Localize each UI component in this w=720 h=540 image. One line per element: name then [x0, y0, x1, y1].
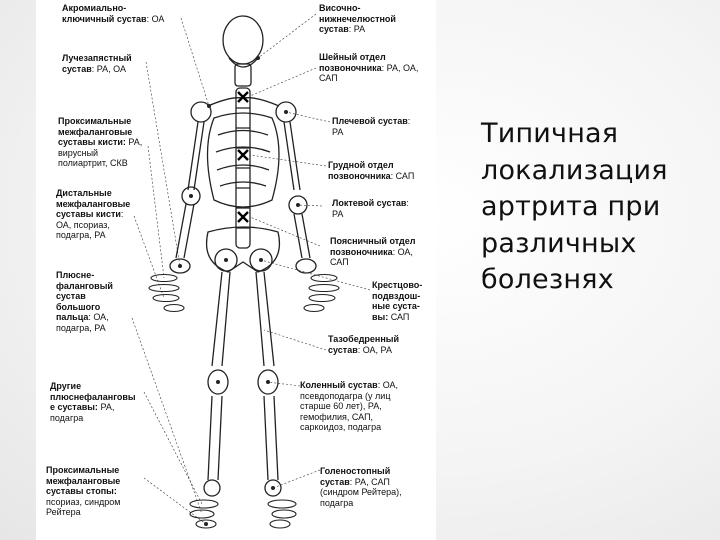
label-thoracic-spine: Грудной отдел позвоночника: САП	[328, 160, 415, 181]
label-wrist: Лучезапястный сустав: РА, ОА	[62, 53, 132, 74]
label-cervical-spine: Шейный отдел позвоночника: РА, ОА, САП	[319, 52, 419, 83]
label-foot-pip: Проксимальные межфаланговые суставы стопы: псориаз, синдром Рейтера	[46, 465, 121, 517]
label-hand-dip: Дистальные межфаланговые суставы кисти: ОА, псориаз, подагра, РА	[56, 188, 131, 240]
label-shoulder: Плечевой сустав: РА	[332, 116, 411, 137]
label-hip: Тазобедренный сустав: ОА, РА	[328, 334, 400, 355]
label-tmj: Височно- нижнечелюстной сустав: РА	[319, 3, 396, 34]
label-big-toe-mtp: Плюсне- фаланговый сустав большого пальца: ОА, подагра, РА	[56, 270, 113, 333]
skeleton-figure	[36, 0, 436, 540]
label-knee: Коленный сустав: ОА, псевдоподагра (у лиц старше 60 лет), РА, гемофилия, САП, саркоидоз, подагра	[300, 380, 399, 432]
label-lumbar-spine: Поясничный отдел позвоночника: ОА, САП	[330, 236, 416, 267]
label-ankle: Голеностопный сустав: РА, САП (синдром Рейтера), подагра	[320, 466, 402, 508]
label-elbow: Локтевой сустав: РА	[332, 198, 409, 219]
label-sacroiliac: Крестцово- подвздош- ные суста- вы: САП	[372, 280, 423, 322]
slide-title: Типичная локализация артрита при различных болезнях	[481, 118, 668, 295]
label-other-mtp: Другие плюснефаланговы е суставы: РА, подагра	[50, 381, 136, 423]
label-hand-pip: Проксимальные межфаланговые суставы кисти: РА, вирусный полиартрит, СКВ	[58, 116, 143, 168]
label-acromioclavicular: Акромиально- ключичный сустав: ОА	[62, 3, 165, 24]
